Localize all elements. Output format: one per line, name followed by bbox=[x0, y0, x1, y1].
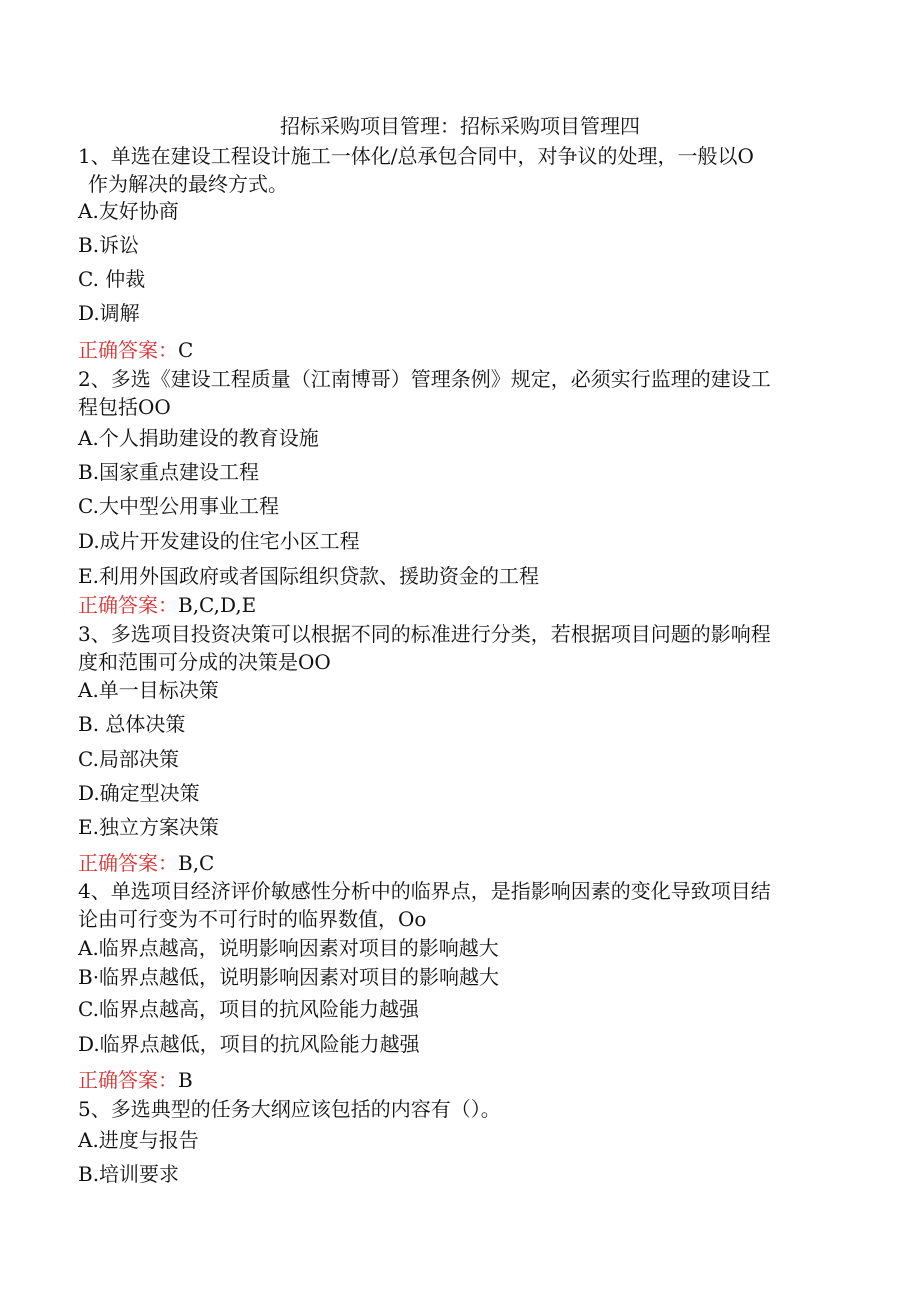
answer-value: B bbox=[178, 1068, 193, 1092]
question-2-option-b: B.国家重点建设工程 bbox=[78, 460, 260, 484]
question-2-stem-line-2: 程包括OO bbox=[78, 395, 171, 419]
question-1-stem-line-2: 作为解决的最终方式。 bbox=[88, 172, 288, 196]
question-1-option-a: A.友好协商 bbox=[78, 199, 179, 223]
question-1-option-d: D.调解 bbox=[78, 301, 140, 325]
answer-value: C bbox=[178, 338, 194, 362]
question-4-stem-line-2: 论由可行变为不可行时的临界数值，Oo bbox=[78, 907, 427, 931]
answer-value: B,C bbox=[178, 851, 215, 875]
question-1-stem-line-1: 1、单选在建设工程设计施工一体化/总承包合同中，对争议的处理，一般以O bbox=[78, 144, 754, 168]
answer-value: B,C,D,E bbox=[178, 593, 257, 617]
question-5-stem-line-1: 5、多选典型的任务大纲应该包括的内容有（）。 bbox=[78, 1097, 501, 1121]
question-3-stem-line-1: 3、多选项目投资决策可以根据不同的标准进行分类，若根据项目问题的影响程 bbox=[78, 622, 771, 646]
question-2-stem-line-1: 2、多选《建设工程质量（江南博哥）管理条例》规定，必须实行监理的建设工 bbox=[78, 367, 771, 391]
question-3-option-a: A.单一目标决策 bbox=[78, 678, 219, 702]
answer-label: 正确答案： bbox=[78, 593, 178, 617]
question-3-option-d: D.确定型决策 bbox=[78, 781, 200, 805]
question-1-option-c: C. 仲裁 bbox=[78, 267, 146, 291]
question-5-option-b: B.培训要求 bbox=[78, 1162, 180, 1186]
question-2-option-e: E.利用外国政府或者国际组织贷款、援助资金的工程 bbox=[78, 564, 539, 588]
page-title: 招标采购项目管理：招标采购项目管理四 bbox=[280, 114, 640, 138]
question-2-option-c: C.大中型公用事业工程 bbox=[78, 494, 279, 518]
question-3-answer bbox=[78, 851, 214, 875]
question-4-option-a: A.临界点越高，说明影响因素对项目的影响越大 bbox=[78, 936, 499, 960]
question-1-option-b: B.诉讼 bbox=[78, 233, 140, 257]
question-3-option-e: E.独立方案决策 bbox=[78, 815, 219, 839]
question-4-stem-line-1: 4、单选项目经济评价敏感性分析中的临界点，是指影响因素的变化导致项目结 bbox=[78, 879, 771, 903]
question-5-option-a: A.进度与报告 bbox=[78, 1128, 199, 1152]
question-1-answer bbox=[78, 338, 193, 362]
question-4-answer bbox=[78, 1068, 193, 1092]
answer-label: 正确答案： bbox=[78, 851, 178, 875]
question-4-option-d: D.临界点越低，项目的抗风险能力越强 bbox=[78, 1032, 420, 1056]
question-3-option-b: B. 总体决策 bbox=[78, 712, 186, 736]
question-3-stem-line-2: 度和范围可分成的决策是OO bbox=[78, 650, 331, 674]
question-2-option-a: A.个人捐助建设的教育设施 bbox=[78, 426, 319, 450]
question-3-option-c: C.局部决策 bbox=[78, 747, 179, 771]
question-4-option-b: B·临界点越低，说明影响因素对项目的影响越大 bbox=[78, 965, 500, 989]
question-2-answer bbox=[78, 593, 256, 617]
question-2-option-d: D.成片开发建设的住宅小区工程 bbox=[78, 529, 360, 553]
answer-label: 正确答案： bbox=[78, 1068, 178, 1092]
answer-label: 正确答案： bbox=[78, 338, 178, 362]
question-4-option-c: C.临界点越高，项目的抗风险能力越强 bbox=[78, 997, 419, 1021]
